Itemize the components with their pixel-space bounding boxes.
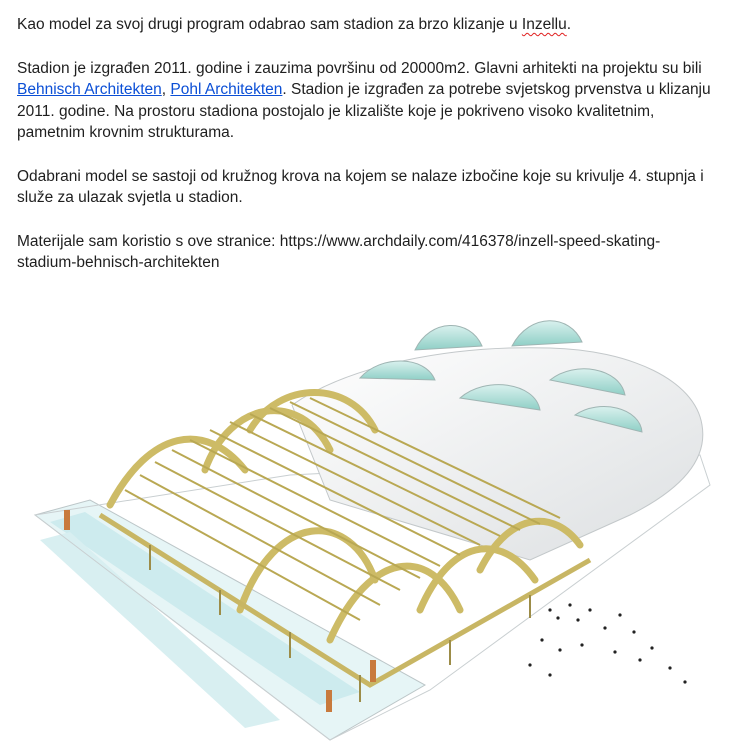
history-text-1: Stadion je izgrađen 2011. godine i zauzima površinu od 20000m2. Glavni arhitekti na projektu su bili (17, 59, 702, 77)
intro-text: Kao model za svoj drugi program odabrao sam stadion za brzo klizanje u (17, 16, 522, 33)
intro-period: . (566, 16, 572, 33)
roof-shell (292, 348, 703, 560)
stadium-illustration (30, 310, 715, 750)
link-pohl-architekten[interactable]: Pohl Architekten (170, 81, 283, 98)
spellcheck-flagged-word[interactable]: Inzellu (521, 16, 567, 33)
document-body (17, 14, 717, 274)
paragraph-sources: Materijale sam koristio s ove stranice: https://www.archdaily.com/416378/inzell-speed-skating-stadium-behnisch-architekten (17, 232, 661, 271)
people (528, 603, 686, 683)
paragraph-model: Odabrani model se sastoji od kružnog krova na kojem se nalaze izbočine koje su krivulje 4. stupnja i služe za ulazak svjetla u stadion. (17, 167, 704, 206)
paragraph-history (17, 58, 717, 144)
paragraph-intro (17, 14, 717, 36)
link-separator: , (161, 81, 171, 98)
stadium-drawing (30, 310, 715, 750)
link-behnisch-architekten[interactable]: Behnisch Architekten (17, 81, 162, 98)
skylight-2 (512, 321, 582, 346)
history-text-2: . Stadion je izgrađen za potrebe svjetskog prvenstva u klizanju 2011. godine. Na prostoru stadiona postojalo je klizalište koje je pokriveno visoko kvalitetnim, pametnim krovnim strukturama. (17, 81, 711, 141)
skylight-1 (415, 325, 482, 350)
